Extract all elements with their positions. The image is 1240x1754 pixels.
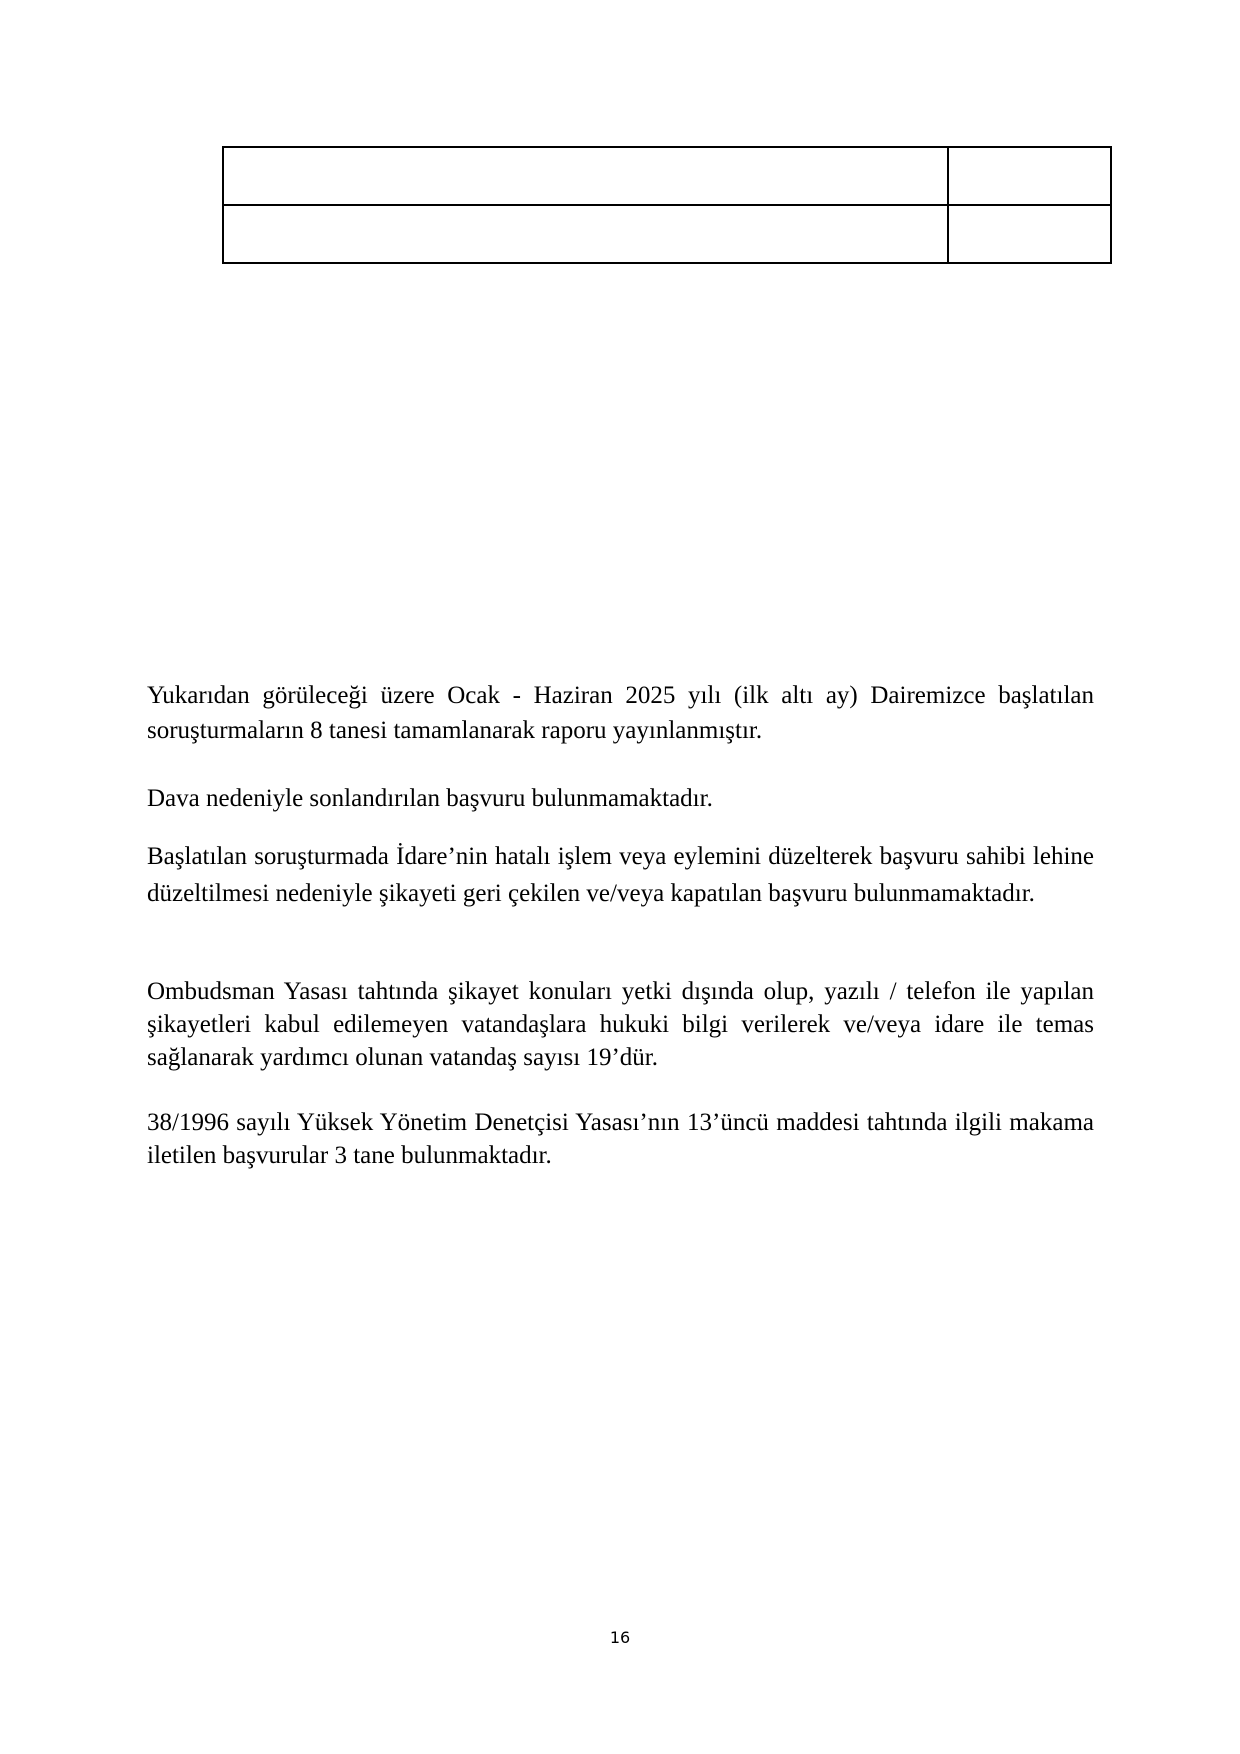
table-cell <box>948 147 1111 205</box>
paragraph-withdrawn-complaints: Başlatılan soruşturmada İdare’nin hatalı işlem veya eylemini düzelterek başvuru sahibi lehine düzeltilmesi nedeniyle şikayeti geri çekilen ve/veya kapatılan başvuru bulunmamaktadır. <box>147 843 1094 907</box>
table-cell <box>223 147 948 205</box>
empty-table <box>222 146 1112 264</box>
table-cell <box>223 205 948 263</box>
table-row <box>223 205 1111 263</box>
paragraph-forwarded-applications: 38/1996 sayılı Yüksek Yönetim Denetçisi Yasası’nın 13’üncü maddesi tahtında ilgili makama iletilen başvurular 3 tane bulunmaktadır. <box>147 1109 1094 1169</box>
paragraph-completed-investigations: Yukarıdan görüleceği üzere Ocak - Haziran 2025 yılı (ilk altı ay) Dairemizce başlatılan soruşturmaların 8 tanesi tamamlanarak raporu yayınlanmıştır. <box>147 682 1094 744</box>
paragraph-lawsuit-terminated: Dava nedeniyle sonlandırılan başvuru bulunmamaktadır. <box>147 785 713 812</box>
table-cell <box>948 205 1111 263</box>
table-row <box>223 147 1111 205</box>
page-number: 16 <box>609 1628 631 1647</box>
paragraph-citizens-assisted: Ombudsman Yasası tahtında şikayet konuları yetki dışında olup, yazılı / telefon ile yapılan şikayetleri kabul edilemeyen vatandaşlara hukuki bilgi verilerek ve/veya idare ile temas sağlanarak yardımcı olunan vatandaş sayısı 19’dür. <box>147 978 1094 1071</box>
